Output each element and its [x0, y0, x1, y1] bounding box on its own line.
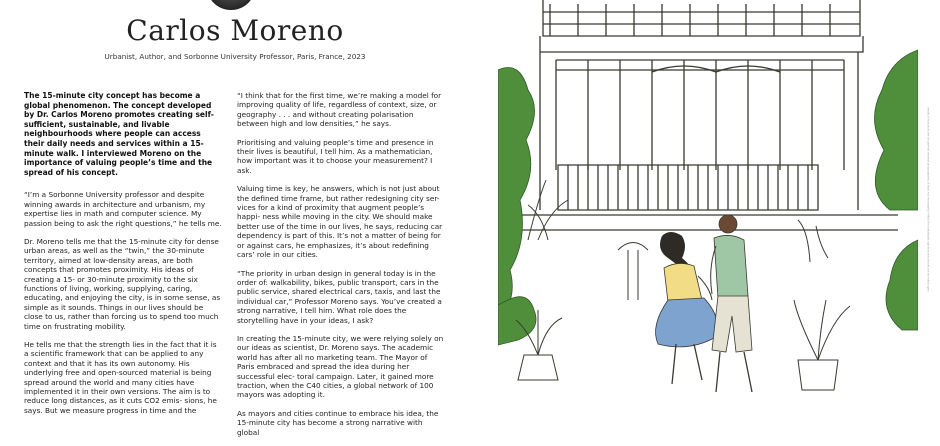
article-intro: The 15-minute city concept has become a global phenomenon. The concept developed by Dr. Carlos Moreno promotes creating self-sufficient, sustainable, and livable neighbourhoods where people can access their daily needs and services within a 15-minute walk. I interviewed Moreno on the importance of valuing people’s time and the spread of his concept. [24, 91, 214, 177]
article-paragraph: “I think that for the first time, we’re making a model for improving quality of life, regardless of context, size, or geography . . . and without creating polarisation between high and low densities,” he says. [237, 91, 442, 129]
building-drawing [518, 0, 898, 230]
article-paragraph: “I’m a Sorbonne University professor and despite winning awards in architecture and urbanism, my expertise lies in math and computer science. My passion being to ask the right questions,” he tells me. [24, 190, 222, 228]
article-paragraph: He tells me that the strength lies in the fact that it is a scientific framework that can be applied to any context and that it has its own autonomy. His underlying free and open-sourced material is being spread around the world and many cities have implemented it in their own versions. The aim is to reduce long distances, as it cuts CO2 emis- sions, he says. But we measure progress in time and the [24, 340, 217, 415]
article-paragraph: In creating the 15-minute city, we were relying solely on our ideas as scientist, Dr. Moreno says. The academic world has after all no marketing team. The Mayor of Paris embraced and spread the idea during her successful elec- toral campaign. Later, it gained more traction, when the C40 cities, a global network of 100 mayors was adopting it. [237, 333, 444, 400]
author-name: Carlos Moreno [126, 14, 344, 47]
article-right-column [237, 91, 445, 446]
article-paragraph: Dr. Moreno tells me that the 15-minute city for dense urban areas, as well as the “twin,” the 30-minute territory, aimed at low-density areas, are both concepts that promotes proximity. His ideas of creating a 15- or 30-minute proximity to the six functions of living, working, supplying, caring, educating, and enjoying the city, is in some sense, as simple as it sounds. Things in our lives should be close to us, rather than forcing us to spend too much time on frustrating mobility. [24, 236, 221, 331]
article-paragraph: “The priority in urban design in general today is in the order of: walkability, bikes, public transport, cars in the public service, shared electrical cars, taxis, and last the individual car,” Professor Moreno says. You’ve created a strong narrative, I tell him. What role does the storytelling have in your ideas, I ask? [237, 268, 442, 325]
man-figure [711, 215, 752, 392]
article-paragraph: Valuing time is key, he answers, which is not just about the defined time frame, but rather redesigning city ser- vices for a kind of proximity that augment people’s happi- ness while moving in the city. We should make better use of the time in our lives, he says, reducing car dependency is part of this. It’s not a matter of being for or against cars, he emphasizes, it’s about redefining cars’ role in our cities. [237, 184, 443, 260]
woman-figure [656, 232, 718, 384]
article-left-column [24, 91, 223, 424]
side-disclaimer: words of this book are for general interest and purposes; It does not necessarily reflect the individuals opinions and should not be relied upon. [926, 107, 930, 293]
article-paragraph: Prioritising and valuing people’s time and presence in their lives is beautiful, I tell him. As a mathematician, how important was it to choose your measurement? I ask. [237, 137, 434, 175]
city-illustration [498, 0, 918, 400]
article-paragraph: As mayors and cities continue to embrace his idea, the 15-minute city has become a strong narrative with global [237, 408, 439, 437]
author-subtitle: Urbanist, Author, and Sorbonne University Professor, Paris, France, 2023 [104, 52, 366, 61]
author-portrait [207, 0, 255, 10]
